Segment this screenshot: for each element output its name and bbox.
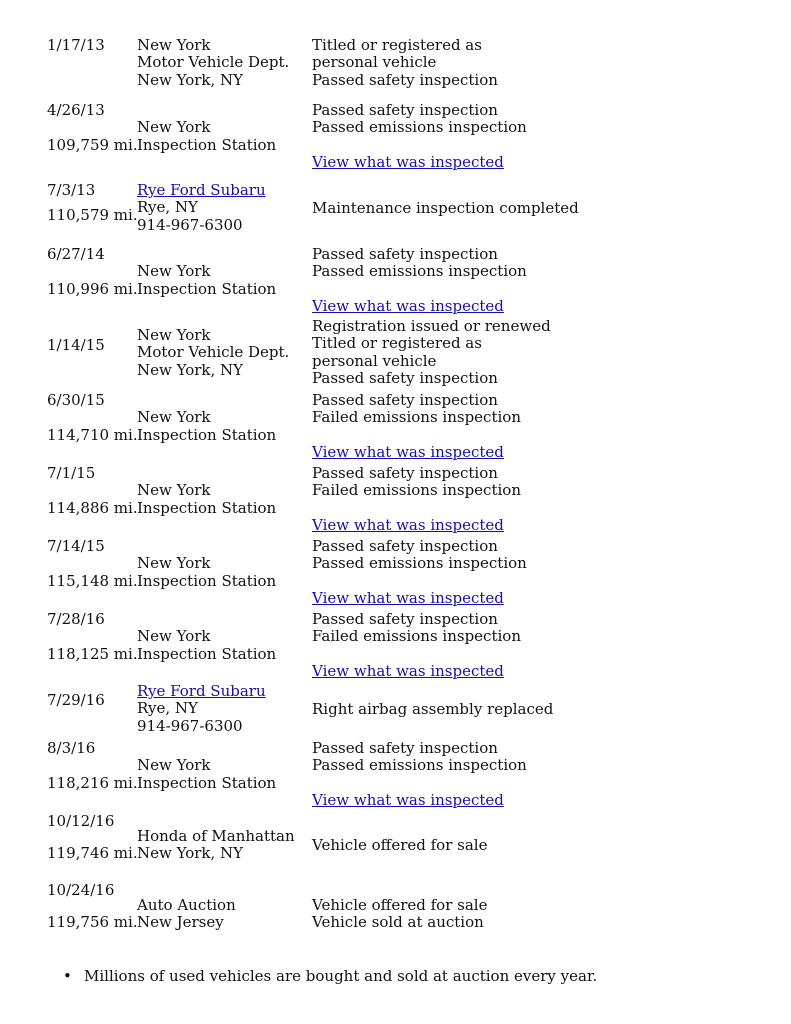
record-source bbox=[137, 263, 276, 298]
source-line: Rye, NY bbox=[137, 198, 198, 217]
dealer-link[interactable]: Rye Ford Subaru bbox=[137, 181, 266, 199]
note-text: Millions of used vehicles are bought and sold at auction every year. bbox=[84, 967, 598, 985]
record-date bbox=[47, 882, 138, 932]
source-line: New York bbox=[137, 326, 211, 344]
event-line: Passed emissions inspection bbox=[312, 756, 527, 775]
record-date bbox=[47, 337, 105, 354]
date-text: 7/29/16 bbox=[47, 691, 105, 709]
record-date bbox=[47, 37, 105, 54]
date-text: 10/12/16 bbox=[47, 812, 115, 830]
event-line: personal vehicle bbox=[312, 351, 437, 370]
source-line: Motor Vehicle Dept. bbox=[137, 343, 290, 362]
source-line: Honda of Manhattan bbox=[137, 827, 295, 845]
record-date bbox=[47, 813, 138, 863]
source-line: 914-967-6300 bbox=[137, 215, 243, 234]
date-text: 1/17/13 bbox=[47, 36, 105, 54]
record-date bbox=[47, 102, 138, 154]
event-line: Titled or registered as bbox=[312, 334, 482, 353]
source-line: Inspection Station bbox=[137, 571, 277, 590]
source-line: New York bbox=[137, 408, 211, 427]
source-line: New York bbox=[137, 262, 211, 281]
record-date bbox=[47, 392, 138, 444]
view-inspection-link[interactable]: View what was inspected bbox=[312, 442, 504, 461]
event-line: Passed safety inspection bbox=[312, 101, 498, 119]
view-inspection-link[interactable]: View what was inspected bbox=[312, 296, 504, 315]
source-line: New York, NY bbox=[137, 360, 244, 379]
event-line: Passed safety inspection bbox=[312, 70, 498, 89]
record-date bbox=[47, 182, 138, 225]
view-inspection-link[interactable]: View what was inspected bbox=[312, 661, 504, 680]
record-events bbox=[312, 318, 551, 388]
source-line: Inspection Station bbox=[137, 135, 277, 154]
record-events bbox=[312, 837, 487, 854]
mileage-text: 110,579 mi. bbox=[47, 206, 138, 225]
dealer-link[interactable]: Rye Ford Subaru bbox=[137, 682, 266, 700]
record-source bbox=[137, 409, 276, 444]
source-line: New York, NY bbox=[137, 70, 244, 89]
record-events bbox=[312, 200, 579, 217]
record-events bbox=[312, 538, 527, 607]
record-date bbox=[47, 692, 105, 709]
source-line: Rye, NY bbox=[137, 699, 198, 718]
event-line: Failed emissions inspection bbox=[312, 627, 521, 646]
source-line: Inspection Station bbox=[137, 279, 277, 298]
event-line: Registration issued or renewed bbox=[312, 317, 551, 335]
date-text: 7/14/15 bbox=[47, 537, 105, 555]
mileage-text: 118,125 mi. bbox=[47, 644, 138, 663]
source-line: Auto Auction bbox=[137, 896, 236, 914]
source-line: New York bbox=[137, 36, 211, 54]
mileage-text: 109,759 mi. bbox=[47, 135, 138, 154]
source-line: New York bbox=[137, 627, 211, 646]
event-line: Titled or registered as bbox=[312, 36, 482, 54]
record-source bbox=[137, 828, 295, 863]
record-events bbox=[312, 897, 487, 932]
source-line: New York bbox=[137, 756, 211, 775]
date-text: 6/30/15 bbox=[47, 391, 105, 409]
record-date bbox=[47, 538, 138, 590]
event-line: Passed safety inspection bbox=[312, 464, 498, 482]
event-line: Passed safety inspection bbox=[312, 245, 498, 263]
date-text: 6/27/14 bbox=[47, 245, 105, 263]
record-source bbox=[137, 119, 276, 154]
view-inspection-link[interactable]: View what was inspected bbox=[312, 790, 504, 809]
source-line: Inspection Station bbox=[137, 773, 277, 792]
event-line: Failed emissions inspection bbox=[312, 408, 521, 427]
event-line: Passed emissions inspection bbox=[312, 262, 527, 281]
event-line: Vehicle offered for sale bbox=[312, 896, 488, 914]
source-line: Motor Vehicle Dept. bbox=[137, 53, 290, 72]
source-line: Inspection Station bbox=[137, 644, 277, 663]
date-text: 1/14/15 bbox=[47, 336, 105, 354]
mileage-text: 114,710 mi. bbox=[47, 425, 138, 444]
view-inspection-link[interactable]: View what was inspected bbox=[312, 515, 504, 534]
event-line: Passed safety inspection bbox=[312, 739, 498, 757]
record-source bbox=[137, 327, 289, 379]
record-events bbox=[312, 465, 521, 534]
record-source bbox=[137, 757, 276, 792]
event-line: personal vehicle bbox=[312, 53, 437, 72]
view-inspection-link[interactable]: View what was inspected bbox=[312, 588, 504, 607]
record-events bbox=[312, 102, 527, 171]
source-line: 914-967-6300 bbox=[137, 716, 243, 735]
record-events bbox=[312, 740, 527, 809]
record-date bbox=[47, 246, 138, 298]
event-line: Failed emissions inspection bbox=[312, 481, 521, 500]
source-line: Inspection Station bbox=[137, 498, 277, 517]
source-line: New York, NY bbox=[137, 844, 244, 863]
date-text: 8/3/16 bbox=[47, 739, 96, 757]
source-line: New York bbox=[137, 554, 211, 573]
record-date bbox=[47, 611, 138, 663]
event-line: Passed emissions inspection bbox=[312, 554, 527, 573]
source-line: Inspection Station bbox=[137, 425, 277, 444]
date-text: 4/26/13 bbox=[47, 101, 105, 119]
mileage-text: 119,756 mi. bbox=[47, 913, 138, 932]
record-source bbox=[137, 482, 276, 517]
record-source bbox=[137, 628, 276, 663]
record-source bbox=[137, 37, 289, 89]
record-events bbox=[312, 701, 553, 718]
date-text: 7/3/13 bbox=[47, 181, 96, 199]
record-source bbox=[137, 683, 266, 735]
record-source bbox=[137, 555, 276, 590]
source-line: New York bbox=[137, 118, 211, 137]
bullet-point: • bbox=[63, 967, 72, 985]
event-line: Passed safety inspection bbox=[312, 610, 498, 628]
event-line: Passed safety inspection bbox=[312, 369, 498, 388]
event-line: Passed safety inspection bbox=[312, 391, 498, 409]
record-date bbox=[47, 465, 138, 517]
record-events bbox=[312, 37, 498, 89]
date-text: 10/24/16 bbox=[47, 881, 115, 899]
view-inspection-link[interactable]: View what was inspected bbox=[312, 152, 504, 171]
source-line: New Jersey bbox=[137, 913, 224, 932]
mileage-text: 115,148 mi. bbox=[47, 571, 138, 590]
record-source bbox=[137, 897, 236, 932]
event-line: Vehicle offered for sale bbox=[312, 836, 488, 854]
mileage-text: 118,216 mi. bbox=[47, 773, 138, 792]
event-line: Passed safety inspection bbox=[312, 537, 498, 555]
record-date bbox=[47, 740, 138, 792]
event-line: Right airbag assembly replaced bbox=[312, 700, 554, 718]
record-events bbox=[312, 611, 521, 680]
event-line: Maintenance inspection completed bbox=[312, 199, 579, 217]
mileage-text: 119,746 mi. bbox=[47, 844, 138, 863]
event-line: Passed emissions inspection bbox=[312, 118, 527, 137]
record-events bbox=[312, 246, 527, 315]
date-text: 7/28/16 bbox=[47, 610, 105, 628]
mileage-text: 114,886 mi. bbox=[47, 498, 138, 517]
mileage-text: 110,996 mi. bbox=[47, 279, 138, 298]
event-line: Vehicle sold at auction bbox=[312, 913, 484, 932]
record-source bbox=[137, 182, 266, 234]
source-line: New York bbox=[137, 481, 211, 500]
date-text: 7/1/15 bbox=[47, 464, 96, 482]
record-events bbox=[312, 392, 521, 461]
